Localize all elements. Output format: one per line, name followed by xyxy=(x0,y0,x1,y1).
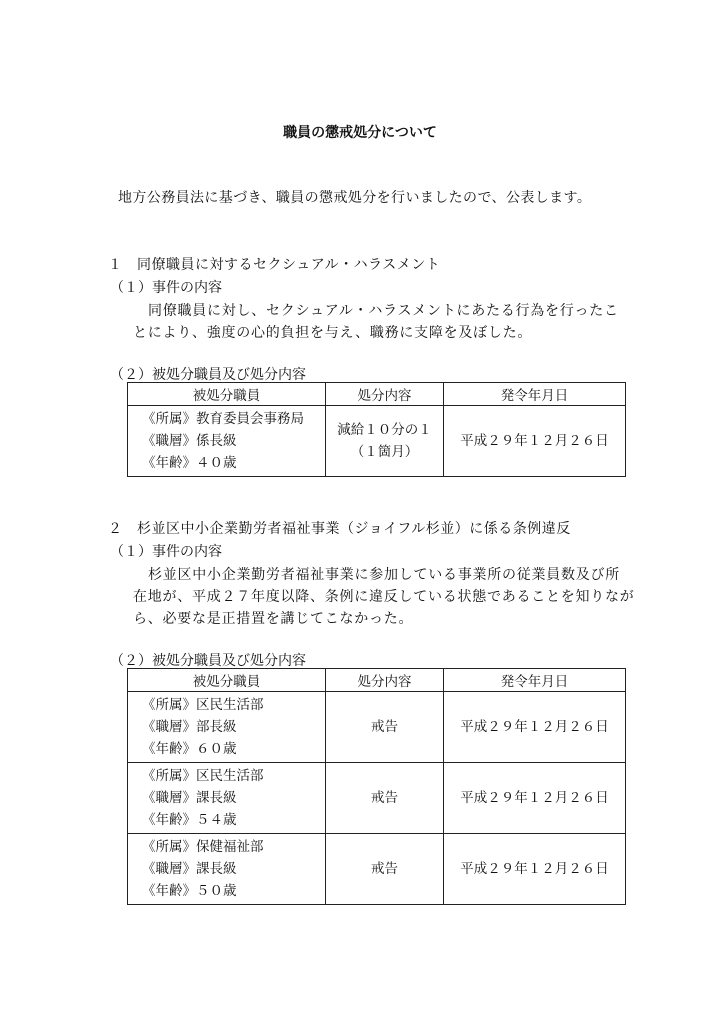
date-cell: 平成２９年１２月２６日 xyxy=(444,406,626,477)
disposition-cell: 戒告 xyxy=(326,834,444,905)
employee-cell xyxy=(128,763,326,834)
employee-cell xyxy=(128,692,326,763)
section-2-case-line: 在地が、平成２７年度以降、条例に違反している状態であることを知りなが xyxy=(133,589,635,605)
date-cell: 平成２９年１２月２６日 xyxy=(444,834,626,905)
employee-age: 《年齢》６０歳 xyxy=(142,741,237,757)
section-1-case-line: とにより、強度の心的負担を与え、職務に支障を及ぼした。 xyxy=(133,325,533,341)
section-2-disposition-heading: （２）被処分職員及び処分内容 xyxy=(110,653,306,669)
section-1-disposition-heading: （２）被処分職員及び処分内容 xyxy=(110,367,306,383)
disposition-cell: 戒告 xyxy=(326,763,444,834)
table-row xyxy=(128,834,626,905)
employee-age: 《年齢》５０歳 xyxy=(142,883,237,899)
employee-rank: 《職層》課長級 xyxy=(142,790,237,806)
disposition-text: 減給１０分の１ xyxy=(337,422,432,438)
employee-rank: 《職層》部長級 xyxy=(142,719,237,735)
date-cell: 平成２９年１２月２６日 xyxy=(444,692,626,763)
table-row xyxy=(128,692,626,763)
employee-rank: 《職層》係長級 xyxy=(142,433,237,449)
header-date: 発令年月日 xyxy=(444,669,626,692)
table-header-row xyxy=(128,669,626,692)
employee-affiliation: 《所属》区民生活部 xyxy=(142,697,264,713)
intro-paragraph: 地方公務員法に基づき、職員の懲戒処分を行いましたので、公表します。 xyxy=(118,190,592,206)
document-title: 職員の懲戒処分について xyxy=(283,125,437,141)
employee-affiliation: 《所属》教育委員会事務局 xyxy=(142,411,304,427)
section-1-case-line: 同僚職員に対し、セクシュアル・ハラスメントにあたる行為を行ったこ xyxy=(148,303,619,319)
header-employee: 被処分職員 xyxy=(128,669,326,692)
employee-affiliation: 《所属》保健福祉部 xyxy=(142,839,264,855)
date-cell: 平成２９年１２月２６日 xyxy=(444,763,626,834)
section-2-case-line: 杉並区中小企業勤労者福祉事業に参加している事業所の従業員数及び所 xyxy=(148,567,620,583)
section-2-heading: ２ 杉並区中小企業勤労者福祉事業（ジョイフル杉並）に係る条例違反 xyxy=(108,521,571,537)
table-row xyxy=(128,763,626,834)
header-employee: 被処分職員 xyxy=(128,383,326,406)
employee-cell xyxy=(128,834,326,905)
employee-age: 《年齢》５４歳 xyxy=(142,812,237,828)
section-2-disposition-table xyxy=(127,668,626,905)
section-1-case-heading: （１）事件の内容 xyxy=(110,280,222,296)
employee-rank: 《職層》課長級 xyxy=(142,861,237,877)
employee-cell xyxy=(128,406,326,477)
header-date: 発令年月日 xyxy=(444,383,626,406)
section-2-case-line: ら、必要な是正措置を講じてこなかった。 xyxy=(133,611,414,627)
table-header-row xyxy=(128,383,626,406)
employee-age: 《年齢》４０歳 xyxy=(142,455,237,471)
header-disposition: 処分内容 xyxy=(326,383,444,406)
disposition-cell xyxy=(326,406,444,477)
disposition-cell: 戒告 xyxy=(326,692,444,763)
disposition-period: （１箇月） xyxy=(350,444,419,460)
section-2-case-heading: （１）事件の内容 xyxy=(110,544,222,560)
header-disposition: 処分内容 xyxy=(326,669,444,692)
employee-affiliation: 《所属》区民生活部 xyxy=(142,768,264,784)
section-1-disposition-table xyxy=(127,382,626,477)
section-1-heading: １ 同僚職員に対するセクシュアル・ハラスメント xyxy=(108,257,441,273)
table-row xyxy=(128,406,626,477)
